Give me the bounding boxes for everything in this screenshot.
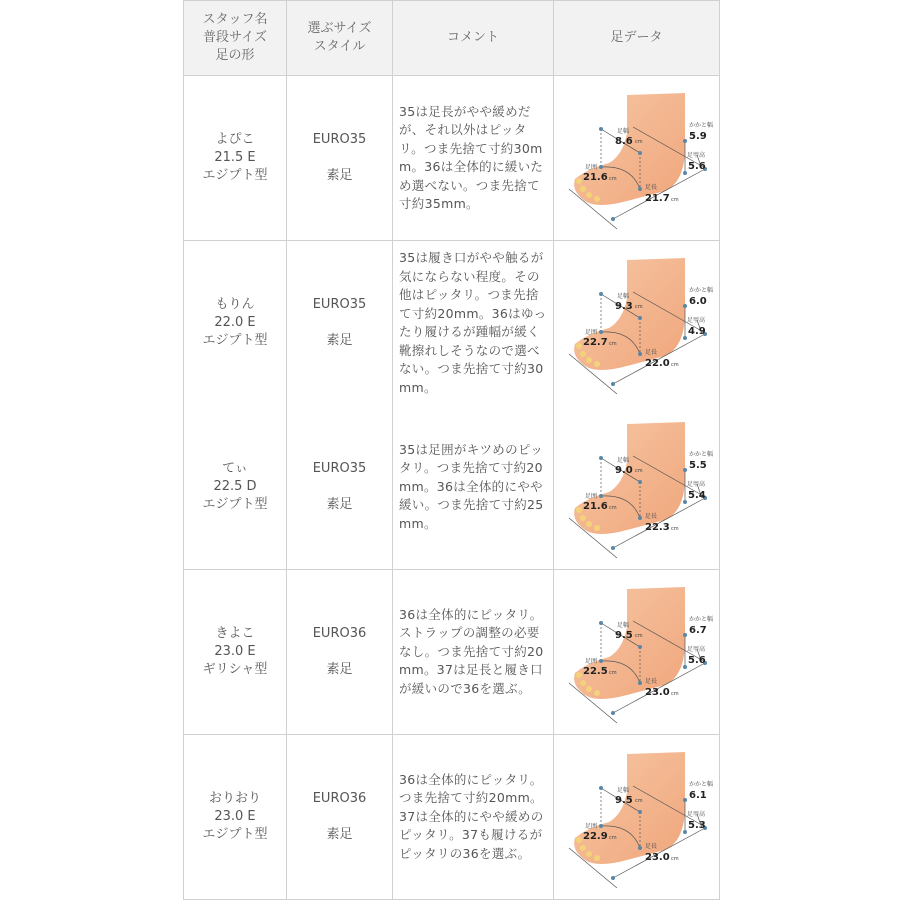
foot-shape: エジプト型 — [202, 168, 268, 183]
label-width: 足幅 — [616, 622, 629, 629]
foot-data-cell — [554, 735, 720, 900]
label-length: 足長 — [644, 513, 657, 520]
chosen-size: EURO36 — [312, 791, 367, 806]
foot-heel-value: 6.7 — [688, 625, 707, 636]
size-cell — [287, 570, 393, 735]
header-size: 選ぶサイズ スタイル — [287, 1, 393, 76]
foot-heel-value: 5.5 — [688, 460, 707, 471]
label-girth: 足囲 — [584, 823, 597, 830]
foot-length-value: 22.0 — [644, 358, 670, 369]
table-row — [184, 570, 720, 735]
style: 素足 — [326, 497, 353, 512]
comment-cell: 36は全体的にピッタリ。つま先捨て寸約20mm。37は全体的にやや緩めのピッタリ。37も履けるがピッタリの36を選ぶ。 — [393, 735, 554, 900]
label-length: 足長 — [644, 678, 657, 685]
foot-shape: エジプト型 — [202, 497, 268, 512]
header-foot-data: 足データ — [554, 1, 720, 76]
foot-heel-value: 5.9 — [688, 131, 707, 142]
foot-girth-value: 21.6 — [582, 172, 608, 183]
foot-data-cell — [554, 405, 720, 570]
svg-text:cm: cm — [634, 304, 643, 310]
comment-cell: 35は履き口がやや触るが気にならない程度。その他はピッタリ。つま先捨て寸約20mm。36はゆったり履けるが踵幅が緩く靴擦れしそうなので選べない。つま先捨て寸約30mm。 — [393, 241, 554, 406]
foot-girth-value: 22.7 — [582, 337, 608, 348]
usual-size: 22.5 D — [213, 479, 257, 494]
label-girth: 足囲 — [584, 329, 597, 336]
foot-data-cell — [554, 76, 720, 241]
foot-diagram — [557, 248, 717, 398]
foot-diagram — [557, 577, 717, 727]
foot-shape: エジプト型 — [202, 827, 268, 842]
label-heel: かかと幅 — [688, 287, 713, 294]
usual-size: 21.5 E — [214, 150, 256, 165]
foot-girth-value: 21.6 — [582, 501, 608, 512]
foot-illustration — [574, 752, 685, 864]
label-girth: 足囲 — [584, 493, 597, 500]
svg-text:cm: cm — [670, 197, 679, 203]
foot-diagram — [557, 83, 717, 233]
svg-text:cm: cm — [670, 526, 679, 532]
staff-cell — [184, 735, 287, 900]
foot-diagram — [557, 412, 717, 562]
header-staff: スタッフ名 普段サイズ 足の形 — [184, 1, 287, 76]
foot-instep-value: 5.6 — [687, 655, 706, 666]
label-heel: かかと幅 — [688, 451, 713, 458]
svg-text:cm: cm — [608, 835, 617, 841]
chosen-size: EURO35 — [312, 132, 367, 147]
foot-width-value: 9.5 — [614, 630, 633, 641]
table-row — [184, 76, 720, 241]
foot-instep-value: 4.9 — [687, 326, 706, 337]
header-comment: コメント — [393, 1, 554, 76]
chosen-size: EURO35 — [312, 461, 367, 476]
staff-size-table — [183, 0, 720, 900]
size-cell — [287, 76, 393, 241]
label-heel: かかと幅 — [688, 122, 713, 129]
foot-illustration — [574, 258, 685, 370]
label-heel: かかと幅 — [688, 781, 713, 788]
label-heel: かかと幅 — [688, 616, 713, 623]
foot-instep-value: 5.6 — [687, 161, 706, 172]
size-cell — [287, 405, 393, 570]
table-header — [184, 1, 720, 76]
label-length: 足長 — [644, 349, 657, 356]
foot-instep-value: 5.3 — [687, 820, 706, 831]
foot-girth-value: 22.9 — [582, 831, 608, 842]
foot-shape: エジプト型 — [202, 333, 268, 348]
chosen-size: EURO36 — [312, 626, 367, 641]
style: 素足 — [326, 662, 353, 677]
staff-cell — [184, 405, 287, 570]
staff-name: てぃ — [222, 461, 248, 476]
label-width: 足幅 — [616, 293, 629, 300]
svg-text:cm: cm — [670, 856, 679, 862]
style: 素足 — [326, 827, 353, 842]
label-instep: 足甲高 — [686, 317, 705, 324]
foot-shape: ギリシャ型 — [202, 662, 268, 677]
chosen-size: EURO35 — [312, 297, 367, 312]
foot-illustration — [574, 422, 685, 534]
size-cell — [287, 241, 393, 406]
style: 素足 — [326, 333, 353, 348]
label-instep: 足甲高 — [686, 811, 705, 818]
staff-name: もりん — [215, 297, 255, 312]
foot-length-value: 23.0 — [644, 687, 670, 698]
staff-cell — [184, 76, 287, 241]
label-length: 足長 — [644, 184, 657, 191]
style: 素足 — [326, 168, 353, 183]
staff-name: おりおり — [208, 791, 261, 806]
foot-girth-value: 22.5 — [582, 666, 608, 677]
svg-text:cm: cm — [634, 468, 643, 474]
foot-illustration — [574, 587, 685, 699]
label-instep: 足甲高 — [686, 646, 705, 653]
foot-data-cell — [554, 241, 720, 406]
staff-name: よぴこ — [215, 132, 255, 147]
label-width: 足幅 — [616, 128, 629, 135]
svg-text:cm: cm — [634, 798, 643, 804]
svg-text:cm: cm — [608, 341, 617, 347]
comment-cell: 35は足長がやや緩めだが、それ以外はピッタリ。つま先捨て寸約30mm。36は全体的に緩いため選べない。つま先捨て寸約35mm。 — [393, 76, 554, 241]
table-row — [184, 735, 720, 900]
table-row — [184, 241, 720, 406]
label-instep: 足甲高 — [686, 152, 705, 159]
foot-width-value: 9.3 — [614, 301, 633, 312]
svg-text:cm: cm — [634, 633, 643, 639]
staff-name: きよこ — [215, 626, 255, 641]
foot-instep-value: 5.4 — [687, 490, 706, 501]
foot-width-value: 9.0 — [614, 465, 633, 476]
foot-heel-value: 6.0 — [688, 296, 707, 307]
staff-cell — [184, 241, 287, 406]
svg-text:cm: cm — [670, 362, 679, 368]
svg-text:cm: cm — [670, 691, 679, 697]
usual-size: 22.0 E — [214, 315, 256, 330]
foot-heel-value: 6.1 — [688, 790, 707, 801]
table-row — [184, 405, 720, 570]
label-length: 足長 — [644, 843, 657, 850]
label-width: 足幅 — [616, 457, 629, 464]
foot-width-value: 9.5 — [614, 795, 633, 806]
svg-text:cm: cm — [634, 139, 643, 145]
svg-text:cm: cm — [608, 670, 617, 676]
foot-width-value: 8.6 — [614, 136, 633, 147]
svg-text:cm: cm — [608, 505, 617, 511]
foot-illustration — [574, 93, 685, 205]
foot-data-cell — [554, 570, 720, 735]
foot-length-value: 22.3 — [644, 522, 670, 533]
foot-diagram — [557, 742, 717, 892]
usual-size: 23.0 E — [214, 644, 256, 659]
comment-cell: 36は全体的にピッタリ。ストラップの調整の必要なし。つま先捨て寸約20mm。37は足長と履き口が緩いので36を選ぶ。 — [393, 570, 554, 735]
size-cell — [287, 735, 393, 900]
label-width: 足幅 — [616, 787, 629, 794]
svg-text:cm: cm — [608, 176, 617, 182]
label-girth: 足囲 — [584, 658, 597, 665]
foot-length-value: 21.7 — [644, 193, 670, 204]
foot-length-value: 23.0 — [644, 852, 670, 863]
comment-cell: 35は足囲がキツめのピッタリ。つま先捨て寸約20mm。36は全体的にやや緩い。つま先捨て寸約25mm。 — [393, 405, 554, 570]
label-girth: 足囲 — [584, 164, 597, 171]
label-instep: 足甲高 — [686, 481, 705, 488]
staff-cell — [184, 570, 287, 735]
usual-size: 23.0 E — [214, 809, 256, 824]
